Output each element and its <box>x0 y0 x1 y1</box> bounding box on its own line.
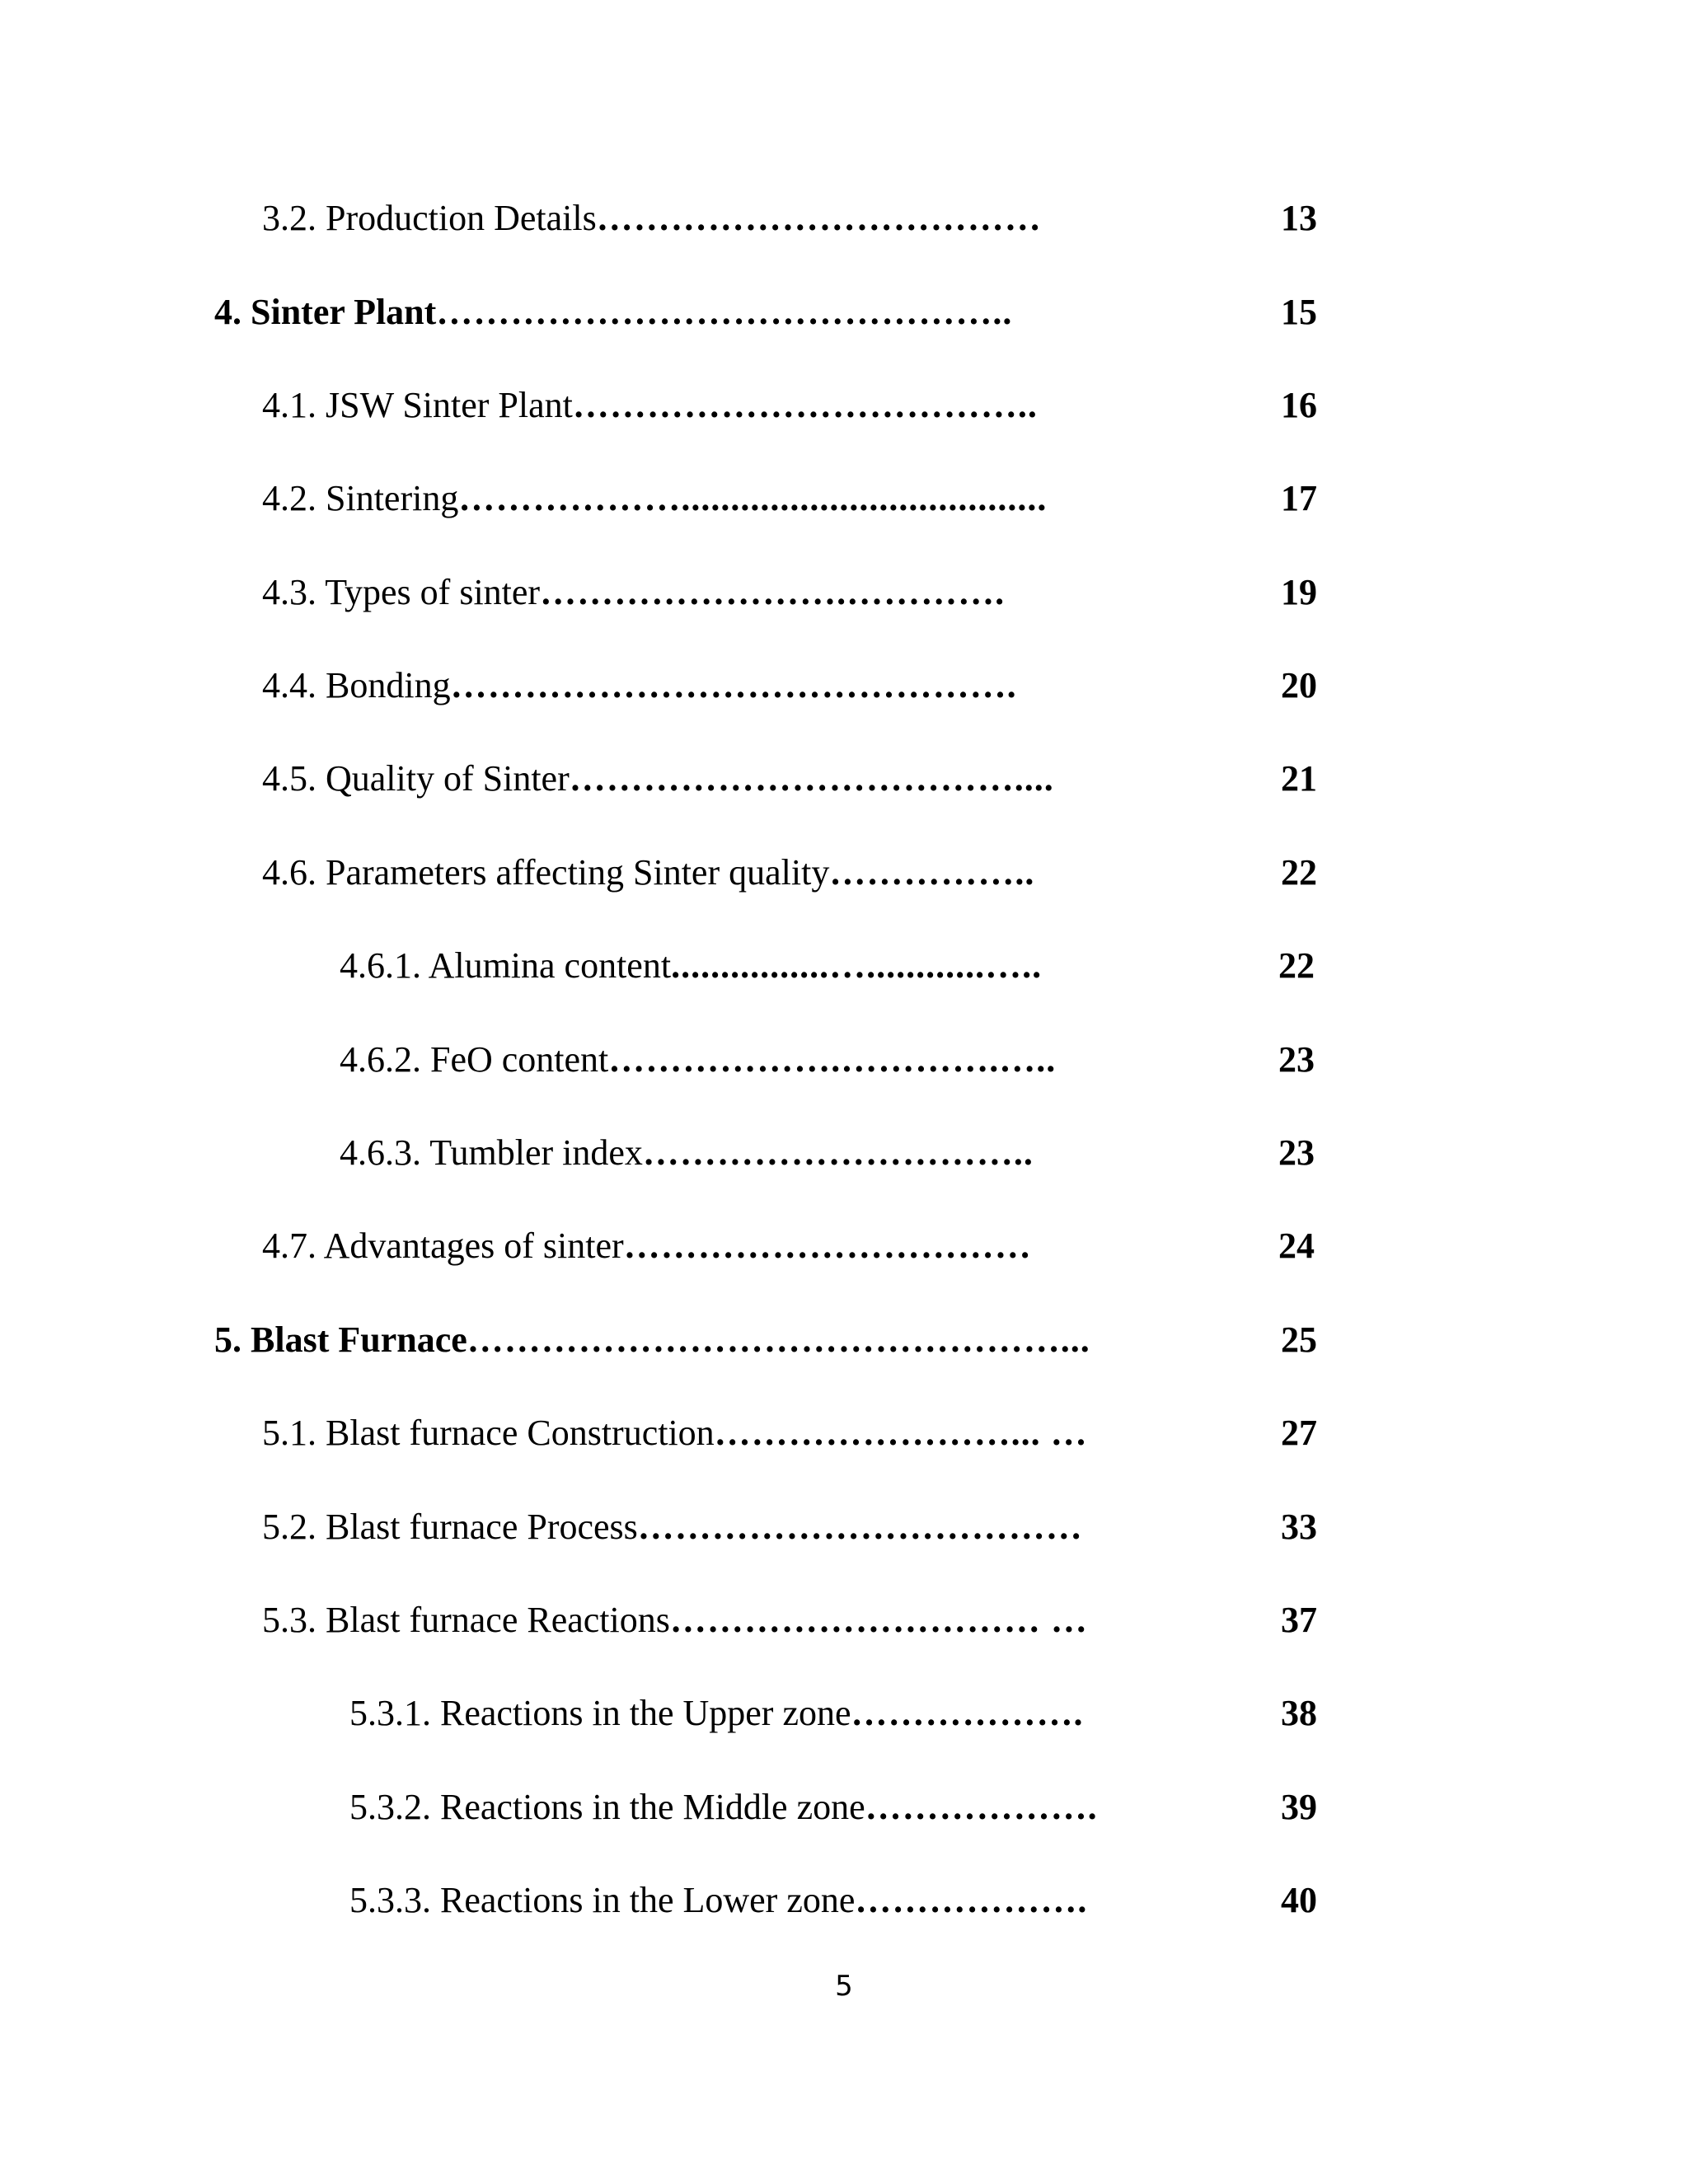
toc-heading-entry <box>214 284 1012 341</box>
toc-page-number: 23 <box>1278 1039 1315 1080</box>
toc-entry-title: 4.7. Advantages of sinter <box>262 1226 624 1266</box>
toc-entry <box>262 657 1017 715</box>
toc-entry-title: 5.3.1. Reactions in the Upper zone <box>349 1693 851 1733</box>
toc-entry-title: 3.2. Production Details <box>262 198 597 238</box>
toc-entry-leader: ……………………………….... <box>569 758 1054 799</box>
toc-entry-title: 5.3. Blast furnace Reactions <box>262 1600 670 1640</box>
toc-page-number: 39 <box>1281 1787 1317 1827</box>
toc-page-number: 17 <box>1281 478 1317 518</box>
toc-entry-title: 4.6.3. Tumbler index <box>340 1132 643 1173</box>
toc-entry-leader: ………………………….. <box>642 1132 1034 1173</box>
toc-entry-title: 4.5. Quality of Sinter <box>262 758 570 799</box>
toc-entry-leader: ………………………… … <box>669 1600 1088 1640</box>
toc-entry <box>262 1498 1083 1556</box>
toc-page-number: 15 <box>1281 292 1317 332</box>
toc-entry <box>262 1217 1032 1275</box>
toc-entry-leader: ……………………………… <box>637 1507 1083 1547</box>
toc-page-number: 20 <box>1281 665 1317 705</box>
toc-entry-leader: …………………………………………... <box>467 1319 1090 1360</box>
toc-subentry <box>340 937 1042 995</box>
toc-subentry <box>349 1685 1084 1742</box>
toc-entry <box>262 377 1038 434</box>
toc-entry-title: 5.3.2. Reactions in the Middle zone <box>349 1787 865 1827</box>
toc-entry <box>262 844 1034 902</box>
toc-page-number: 23 <box>1278 1132 1315 1173</box>
toc-entry-leader: ………………………………………. <box>450 665 1017 705</box>
toc-entry-leader: ................…............….. <box>671 945 1043 986</box>
toc-entry-title: 4.6. Parameters affecting Sinter quality <box>262 852 830 893</box>
toc-heading-entry <box>214 1311 1090 1369</box>
toc-entry-leader: ……………………………… <box>596 198 1042 238</box>
toc-entry-title: 4.1. JSW Sinter Plant <box>262 385 573 425</box>
toc-entry-title: 5.1. Blast furnace Construction <box>262 1413 715 1453</box>
toc-entry-leader: ……………….………….….. <box>608 1039 1057 1080</box>
toc-entry <box>262 1591 1088 1649</box>
toc-page-number: 37 <box>1281 1600 1317 1640</box>
toc-page-number: 33 <box>1281 1507 1317 1547</box>
toc-subentry <box>340 1031 1056 1089</box>
toc-entry-leader: …………………….…………. <box>540 572 1006 612</box>
toc-subentry <box>349 1872 1087 1929</box>
toc-entry-title: 4.3. Types of sinter <box>262 572 541 612</box>
toc-entry <box>262 470 1047 527</box>
toc-entry-leader: ………………. <box>855 1880 1088 1920</box>
toc-entry-title: 5.3.3. Reactions in the Lower zone <box>349 1880 856 1920</box>
toc-entry-leader: ……………………………………….. <box>436 292 1013 332</box>
toc-page-number: 25 <box>1281 1319 1317 1360</box>
toc-page-number: 19 <box>1281 572 1317 612</box>
toc-page-number: 21 <box>1281 758 1317 799</box>
toc-subentry <box>349 1779 1098 1836</box>
toc-page-number: 16 <box>1281 385 1317 425</box>
toc-entry-leader: …………………………… <box>623 1226 1032 1266</box>
toc-entry-title: 4.6.1. Alumina content <box>340 945 672 986</box>
toc-page-number: 13 <box>1281 198 1317 238</box>
page-footer-number: 5 <box>835 1970 853 2003</box>
toc-subentry <box>340 1124 1034 1182</box>
toc-entry-title: 4.4. Bonding <box>262 665 451 705</box>
toc-entry-title: 5.2. Blast furnace Process <box>262 1507 638 1547</box>
toc-entry-title: 4.2. Sintering <box>262 478 459 518</box>
toc-page-number: 38 <box>1281 1693 1317 1733</box>
toc-entry-title: 4.6.2. FeO content <box>340 1039 609 1080</box>
toc-entry-title: 4. Sinter Plant <box>214 292 437 332</box>
toc-entry-leader: ………………. <box>851 1693 1084 1733</box>
toc-entry-leader: …………….. <box>829 852 1035 893</box>
toc-entry-leader: ………………. <box>865 1787 1098 1827</box>
toc-entry <box>262 1404 1088 1462</box>
toc-page-number: 22 <box>1281 852 1317 893</box>
toc-entry-leader: ……………………………….. <box>572 385 1038 425</box>
toc-entry <box>262 750 1054 808</box>
toc-entry <box>262 190 1042 247</box>
toc-page-number: 40 <box>1281 1880 1317 1920</box>
toc-entry-leader: ………………..................................... <box>458 478 1048 518</box>
toc-entry <box>262 564 1005 621</box>
toc-page-number: 22 <box>1278 945 1315 986</box>
toc-page-number: 24 <box>1278 1226 1315 1266</box>
toc-entry-title: 5. Blast Furnace <box>214 1319 467 1360</box>
toc-entry-leader: ……………………... … <box>714 1413 1088 1453</box>
toc-page-number: 27 <box>1281 1413 1317 1453</box>
